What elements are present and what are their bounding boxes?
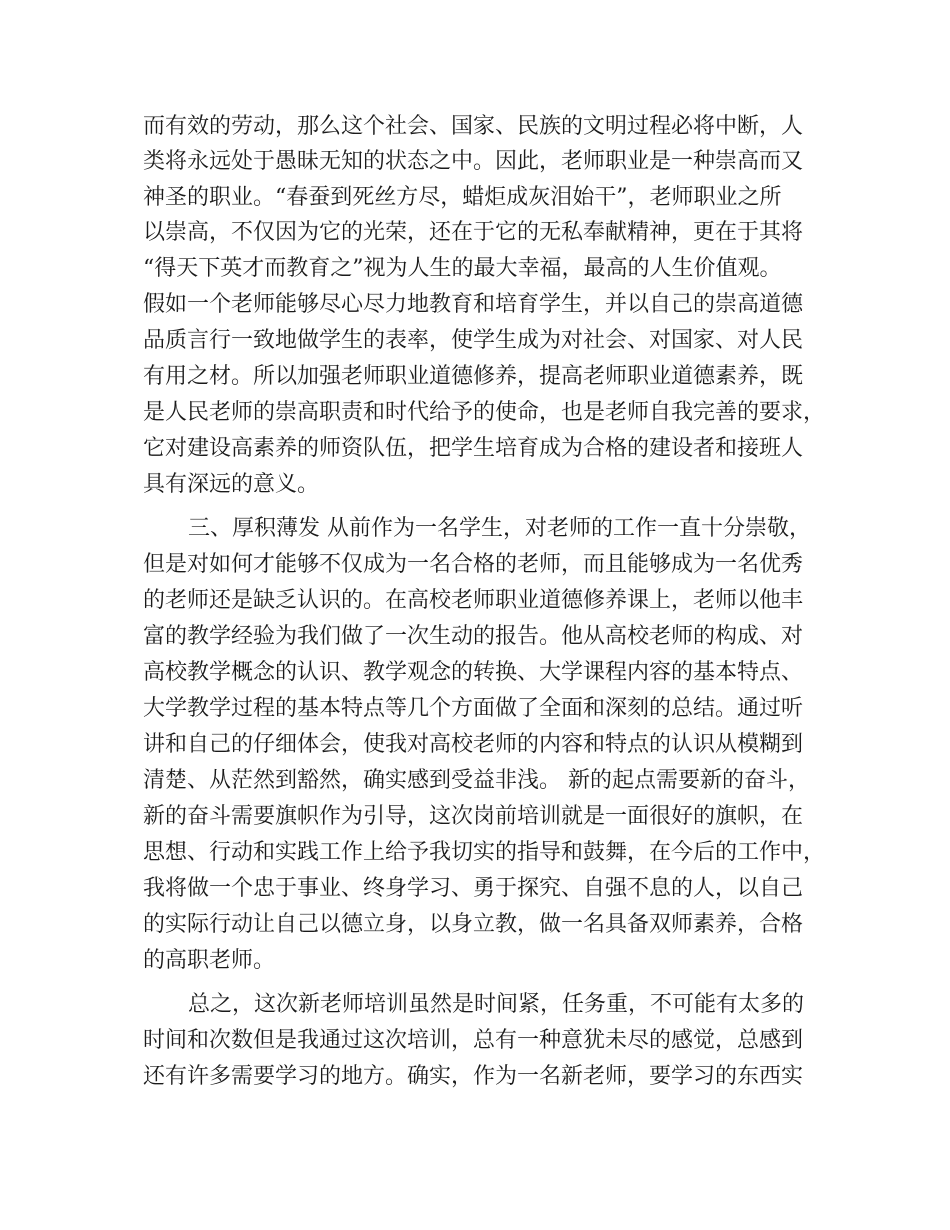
text-line: 的实际行动让自己以德立身，以身立教，做一名具备双师素养，合格: [143, 912, 804, 937]
text-line: 是人民老师的崇高职责和时代给予的使命，也是老师自我完善的要求，: [143, 400, 826, 425]
paragraph-start-line: 总之，这次新老师培训虽然是时间紧，任务重，不可能有太多的: [188, 992, 805, 1017]
text-line: 清楚、从茫然到豁然，确实感到受益非浅。 新的起点需要新的奋斗，: [143, 768, 810, 793]
text-line: 时间和次数但是我通过这次培训，总有一种意犹未尽的感觉，总感到: [143, 1028, 804, 1053]
text-line: 类将永远处于愚昧无知的状态之中。因此，老师职业是一种崇高而又: [143, 149, 804, 174]
text-line: 有用之材。所以加强老师职业道德修养，提高老师职业道德素养，既: [143, 364, 804, 389]
text-line: 假如一个老师能够尽心尽力地教育和培育学生，并以自己的崇高道德: [143, 292, 804, 317]
text-line: 神圣的职业。“春蚕到死丝方尽，蜡炬成灰泪始干”，老师职业之所: [143, 185, 782, 210]
paragraph-start-line: 三、厚积薄发 从前作为一名学生，对老师的工作一直十分崇敬，: [188, 516, 811, 541]
text-line: 新的奋斗需要旗帜作为引导，这次岗前培训就是一面很好的旗帜，在: [143, 804, 804, 829]
text-line: 它对建设高素养的师资队伍，把学生培育成为合格的建设者和接班人: [143, 436, 804, 461]
text-line: 思想、行动和实践工作上给予我切实的指导和鼓舞，在今后的工作中，: [143, 840, 826, 865]
text-line: 我将做一个忠于事业、终身学习、勇于探究、自强不息的人，以自己: [143, 876, 804, 901]
text-line: 的老师还是缺乏认识的。在高校老师职业道德修养课上，老师以他丰: [143, 588, 804, 613]
text-line: 大学教学过程的基本特点等几个方面做了全面和深刻的总结。通过听: [143, 696, 804, 721]
text-line: 而有效的劳动，那么这个社会、国家、民族的文明过程必将中断，人: [143, 114, 804, 139]
text-line: 品质言行一致地做学生的表率，使学生成为对社会、对国家、对人民: [143, 328, 804, 353]
text-line: 高校教学概念的认识、教学观念的转换、大学课程内容的基本特点、: [143, 660, 804, 685]
text-line: 的高职老师。: [143, 948, 276, 973]
text-line: 还有许多需要学习的地方。确实，作为一名新老师，要学习的东西实: [143, 1064, 804, 1089]
text-line: 具有深远的意义。: [143, 472, 320, 497]
text-line: 讲和自己的仔细体会，使我对高校老师的内容和特点的认识从模糊到: [143, 732, 804, 757]
text-line: 但是对如何才能够不仅成为一名合格的老师，而且能够成为一名优秀: [143, 552, 804, 577]
text-line: 以崇高，不仅因为它的光荣，还在于它的无私奉献精神，更在于其将: [143, 220, 804, 245]
text-line: 富的教学经验为我们做了一次生动的报告。他从高校老师的构成、对: [143, 624, 804, 649]
text-line: “得天下英才而教育之”视为人生的最大幸福，最高的人生价值观。: [143, 256, 782, 281]
